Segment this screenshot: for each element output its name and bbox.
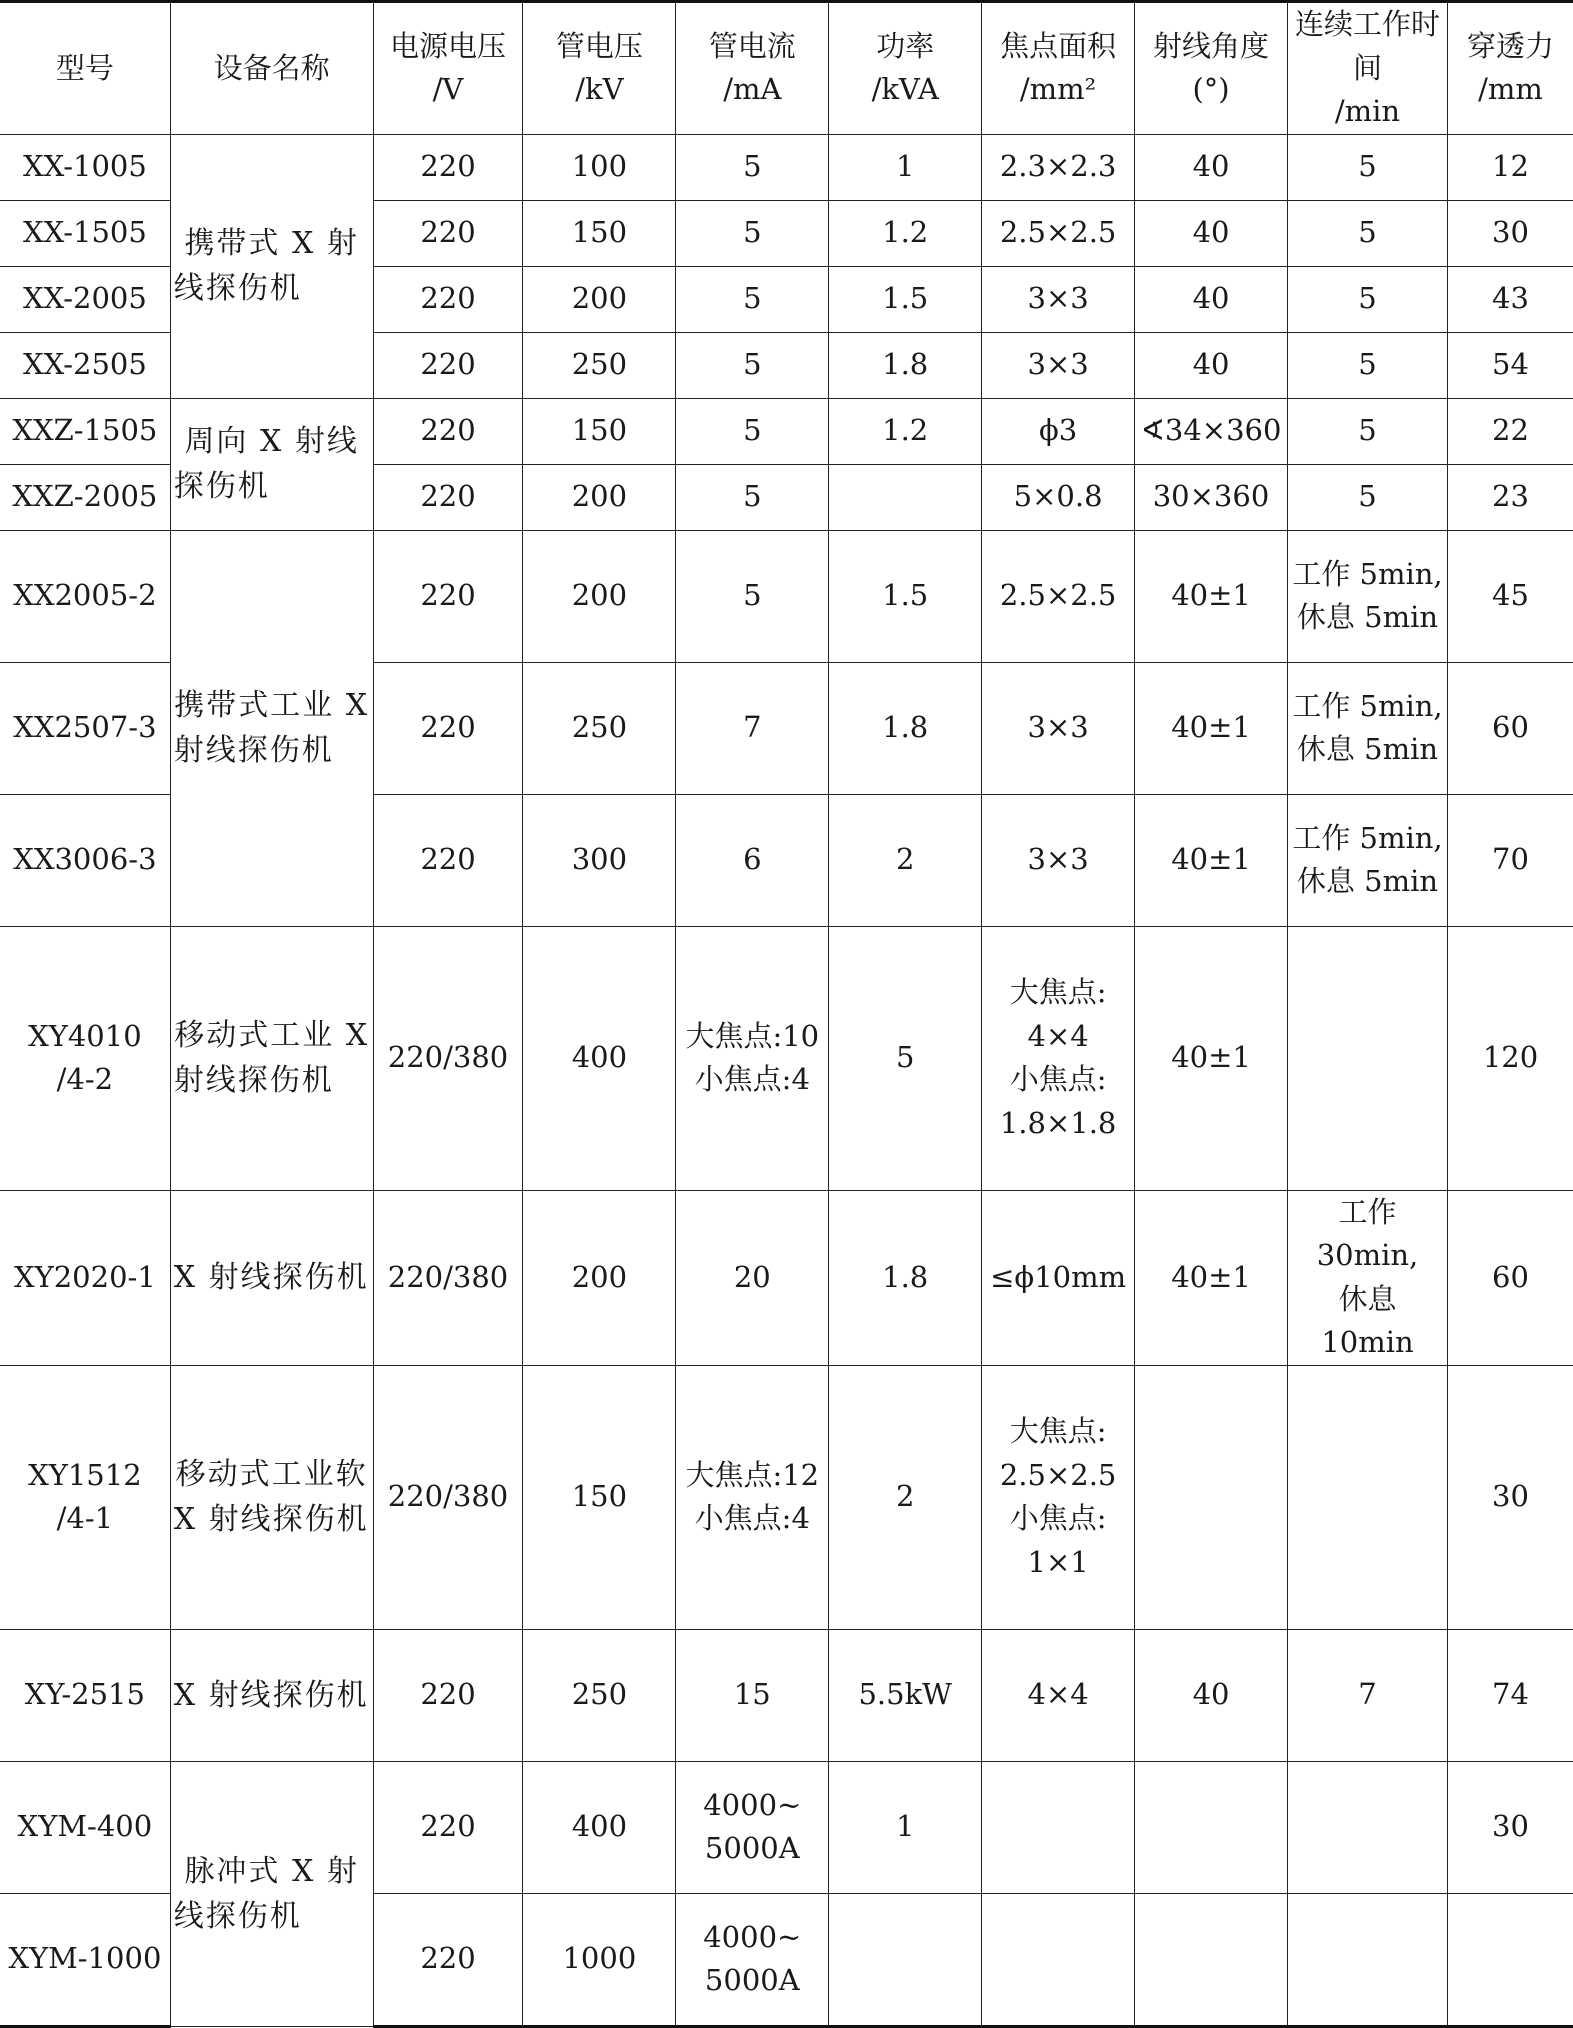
cell-focus: 2.3×2.3 bbox=[982, 134, 1135, 200]
cell-angle: 40 bbox=[1135, 200, 1288, 266]
cell-device-name: 携带式工业 X 射线探伤机 bbox=[170, 530, 373, 926]
cell-kv: 250 bbox=[523, 662, 676, 794]
cell-supply: 220 bbox=[373, 794, 523, 926]
table-row bbox=[0, 926, 1573, 1190]
cell-ma: 5 bbox=[676, 200, 829, 266]
cell-focus: 2.5×2.5 bbox=[982, 200, 1135, 266]
cell-kv: 200 bbox=[523, 266, 676, 332]
cell-supply: 220 bbox=[373, 266, 523, 332]
table-row bbox=[0, 1761, 1573, 1893]
cell-device-name: X 射线探伤机 bbox=[170, 1629, 373, 1761]
cell-penetration bbox=[1448, 1893, 1573, 2026]
cell-supply: 220/380 bbox=[373, 1365, 523, 1629]
cell-angle: 40±1 bbox=[1135, 794, 1288, 926]
header-row bbox=[0, 2, 1573, 135]
cell-focus: 大焦点: 4×4 小焦点: 1.8×1.8 bbox=[982, 926, 1135, 1190]
cell-kv: 150 bbox=[523, 398, 676, 464]
cell-angle: 30×360 bbox=[1135, 464, 1288, 530]
cell-focus: ≤ϕ10mm bbox=[982, 1190, 1135, 1365]
cell-model: XX2005-2 bbox=[0, 530, 170, 662]
header-device-name: 设备名称 bbox=[170, 2, 373, 135]
cell-power: 1.8 bbox=[829, 1190, 982, 1365]
cell-angle: 40±1 bbox=[1135, 530, 1288, 662]
cell-time: 工作 5min, 休息 5min bbox=[1287, 794, 1447, 926]
cell-supply: 220 bbox=[373, 1893, 523, 2026]
header-model: 型号 bbox=[0, 2, 170, 135]
cell-kv: 400 bbox=[523, 1761, 676, 1893]
cell-ma: 7 bbox=[676, 662, 829, 794]
cell-angle: 40 bbox=[1135, 134, 1288, 200]
cell-focus: 3×3 bbox=[982, 662, 1135, 794]
cell-time: 工作 5min, 休息 5min bbox=[1287, 662, 1447, 794]
cell-ma: 20 bbox=[676, 1190, 829, 1365]
cell-kv: 200 bbox=[523, 530, 676, 662]
cell-ma: 5 bbox=[676, 530, 829, 662]
cell-kv: 100 bbox=[523, 134, 676, 200]
cell-time: 工作 30min, 休息 10min bbox=[1287, 1190, 1447, 1365]
cell-time: 5 bbox=[1287, 398, 1447, 464]
cell-penetration: 23 bbox=[1448, 464, 1573, 530]
cell-supply: 220 bbox=[373, 530, 523, 662]
cell-model: XY4010 /4-2 bbox=[0, 926, 170, 1190]
cell-focus: ϕ3 bbox=[982, 398, 1135, 464]
cell-penetration: 54 bbox=[1448, 332, 1573, 398]
cell-angle bbox=[1135, 1365, 1288, 1629]
cell-supply: 220/380 bbox=[373, 1190, 523, 1365]
cell-time: 5 bbox=[1287, 200, 1447, 266]
cell-angle bbox=[1135, 1893, 1288, 2026]
header-tube-voltage: 管电压 /kV bbox=[523, 2, 676, 135]
header-supply-voltage: 电源电压 /V bbox=[373, 2, 523, 135]
cell-penetration: 45 bbox=[1448, 530, 1573, 662]
cell-time: 5 bbox=[1287, 464, 1447, 530]
cell-ma: 大焦点:12 小焦点:4 bbox=[676, 1365, 829, 1629]
cell-penetration: 30 bbox=[1448, 1365, 1573, 1629]
cell-ma: 6 bbox=[676, 794, 829, 926]
cell-angle: 40 bbox=[1135, 1629, 1288, 1761]
cell-model: XX2507-3 bbox=[0, 662, 170, 794]
cell-focus: 3×3 bbox=[982, 794, 1135, 926]
cell-power: 1.2 bbox=[829, 200, 982, 266]
cell-focus: 3×3 bbox=[982, 266, 1135, 332]
cell-penetration: 43 bbox=[1448, 266, 1573, 332]
cell-supply: 220 bbox=[373, 464, 523, 530]
cell-ma: 5 bbox=[676, 332, 829, 398]
table-row bbox=[0, 134, 1573, 200]
cell-supply: 220 bbox=[373, 398, 523, 464]
cell-angle: 40±1 bbox=[1135, 1190, 1288, 1365]
cell-time bbox=[1287, 1365, 1447, 1629]
cell-power bbox=[829, 464, 982, 530]
cell-supply: 220 bbox=[373, 134, 523, 200]
cell-penetration: 60 bbox=[1448, 662, 1573, 794]
cell-penetration: 60 bbox=[1448, 1190, 1573, 1365]
cell-supply: 220 bbox=[373, 1629, 523, 1761]
cell-power: 1.5 bbox=[829, 266, 982, 332]
header-power: 功率 /kVA bbox=[829, 2, 982, 135]
header-work-time: 连续工作时间 /min bbox=[1287, 2, 1447, 135]
cell-ma: 4000~ 5000A bbox=[676, 1893, 829, 2026]
table-row bbox=[0, 1629, 1573, 1761]
cell-kv: 200 bbox=[523, 464, 676, 530]
header-tube-current: 管电流 /mA bbox=[676, 2, 829, 135]
cell-power: 1 bbox=[829, 134, 982, 200]
cell-kv: 150 bbox=[523, 200, 676, 266]
cell-time: 5 bbox=[1287, 134, 1447, 200]
cell-focus: 大焦点: 2.5×2.5 小焦点: 1×1 bbox=[982, 1365, 1135, 1629]
cell-angle: 40 bbox=[1135, 266, 1288, 332]
cell-focus bbox=[982, 1761, 1135, 1893]
header-beam-angle: 射线角度 (°) bbox=[1135, 2, 1288, 135]
cell-kv: 200 bbox=[523, 1190, 676, 1365]
cell-model: XX-2505 bbox=[0, 332, 170, 398]
cell-kv: 400 bbox=[523, 926, 676, 1190]
cell-focus: 2.5×2.5 bbox=[982, 530, 1135, 662]
cell-supply: 220 bbox=[373, 1761, 523, 1893]
cell-power: 5 bbox=[829, 926, 982, 1190]
cell-ma: 大焦点:10 小焦点:4 bbox=[676, 926, 829, 1190]
cell-device-name: 携带式 X 射线探伤机 bbox=[170, 134, 373, 398]
cell-kv: 1000 bbox=[523, 1893, 676, 2026]
cell-ma: 5 bbox=[676, 134, 829, 200]
cell-time bbox=[1287, 1761, 1447, 1893]
cell-model: XYM-1000 bbox=[0, 1893, 170, 2026]
cell-focus: 5×0.8 bbox=[982, 464, 1135, 530]
cell-kv: 150 bbox=[523, 1365, 676, 1629]
cell-time: 7 bbox=[1287, 1629, 1447, 1761]
cell-power: 2 bbox=[829, 1365, 982, 1629]
cell-power: 2 bbox=[829, 794, 982, 926]
cell-ma: 15 bbox=[676, 1629, 829, 1761]
header-penetration: 穿透力 /mm bbox=[1448, 2, 1573, 135]
cell-supply: 220 bbox=[373, 332, 523, 398]
cell-supply: 220 bbox=[373, 662, 523, 794]
cell-time bbox=[1287, 926, 1447, 1190]
cell-penetration: 74 bbox=[1448, 1629, 1573, 1761]
cell-angle: 40±1 bbox=[1135, 662, 1288, 794]
cell-device-name: 周向 X 射线探伤机 bbox=[170, 398, 373, 530]
cell-supply: 220/380 bbox=[373, 926, 523, 1190]
cell-penetration: 30 bbox=[1448, 1761, 1573, 1893]
cell-power bbox=[829, 1893, 982, 2026]
cell-focus bbox=[982, 1893, 1135, 2026]
cell-time bbox=[1287, 1893, 1447, 2026]
cell-model: XX-2005 bbox=[0, 266, 170, 332]
cell-focus: 3×3 bbox=[982, 332, 1135, 398]
table-row bbox=[0, 1365, 1573, 1629]
cell-model: XY1512 /4-1 bbox=[0, 1365, 170, 1629]
cell-ma: 5 bbox=[676, 398, 829, 464]
cell-model: XYM-400 bbox=[0, 1761, 170, 1893]
cell-device-name: 移动式工业软 X 射线探伤机 bbox=[170, 1365, 373, 1629]
cell-model: XXZ-2005 bbox=[0, 464, 170, 530]
cell-device-name: 移动式工业 X 射线探伤机 bbox=[170, 926, 373, 1190]
table-row bbox=[0, 1190, 1573, 1365]
cell-model: XX-1505 bbox=[0, 200, 170, 266]
cell-device-name: X 射线探伤机 bbox=[170, 1190, 373, 1365]
cell-model: XY2020-1 bbox=[0, 1190, 170, 1365]
cell-power: 1.8 bbox=[829, 332, 982, 398]
cell-penetration: 70 bbox=[1448, 794, 1573, 926]
cell-angle: 40 bbox=[1135, 332, 1288, 398]
cell-time: 工作 5min, 休息 5min bbox=[1287, 530, 1447, 662]
cell-angle: ∢34×360 bbox=[1135, 398, 1288, 464]
cell-kv: 250 bbox=[523, 1629, 676, 1761]
cell-model: XX-1005 bbox=[0, 134, 170, 200]
cell-penetration: 30 bbox=[1448, 200, 1573, 266]
cell-power: 1.8 bbox=[829, 662, 982, 794]
cell-time: 5 bbox=[1287, 266, 1447, 332]
cell-power: 1.2 bbox=[829, 398, 982, 464]
cell-model: XXZ-1505 bbox=[0, 398, 170, 464]
cell-penetration: 120 bbox=[1448, 926, 1573, 1190]
table-row bbox=[0, 530, 1573, 662]
header-focus-area: 焦点面积 /mm² bbox=[982, 2, 1135, 135]
cell-device-name: 脉冲式 X 射线探伤机 bbox=[170, 1761, 373, 2026]
cell-time: 5 bbox=[1287, 332, 1447, 398]
cell-penetration: 12 bbox=[1448, 134, 1573, 200]
cell-ma: 5 bbox=[676, 464, 829, 530]
cell-model: XY-2515 bbox=[0, 1629, 170, 1761]
cell-ma: 4000~ 5000A bbox=[676, 1761, 829, 1893]
table-row bbox=[0, 398, 1573, 464]
cell-kv: 300 bbox=[523, 794, 676, 926]
cell-angle: 40±1 bbox=[1135, 926, 1288, 1190]
cell-kv: 250 bbox=[523, 332, 676, 398]
cell-power: 1.5 bbox=[829, 530, 982, 662]
cell-model: XX3006-3 bbox=[0, 794, 170, 926]
cell-power: 1 bbox=[829, 1761, 982, 1893]
cell-ma: 5 bbox=[676, 266, 829, 332]
cell-focus: 4×4 bbox=[982, 1629, 1135, 1761]
cell-penetration: 22 bbox=[1448, 398, 1573, 464]
cell-supply: 220 bbox=[373, 200, 523, 266]
cell-angle bbox=[1135, 1761, 1288, 1893]
cell-power: 5.5kW bbox=[829, 1629, 982, 1761]
